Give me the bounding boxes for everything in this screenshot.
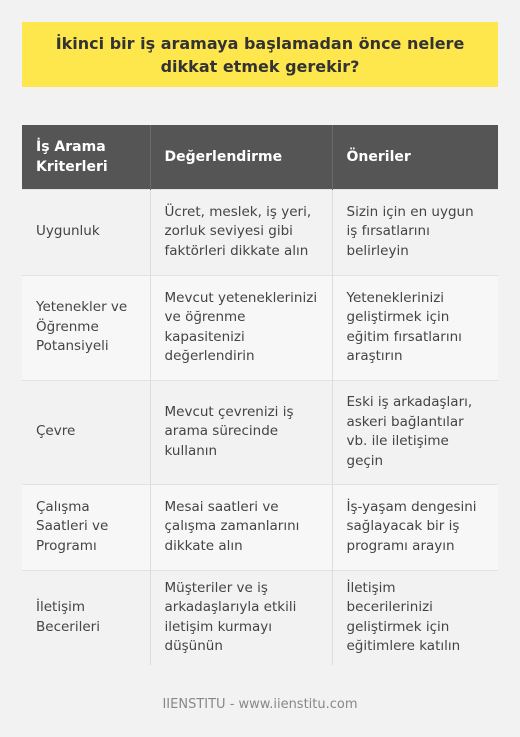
table-row [22, 570, 498, 665]
column-header-suggestions: Öneriler [332, 125, 498, 189]
column-header-criteria: İş Arama Kriterleri [22, 125, 150, 189]
criteria-cell: Çevre [22, 380, 150, 484]
evaluation-cell: Ücret, meslek, iş yeri, zorluk seviyesi gibi faktörleri dikkate alın [150, 189, 332, 275]
suggestion-cell: Eski iş arkadaşları, askeri bağlantılar vb. ile iletişime geçin [332, 380, 498, 484]
table-header-row [22, 125, 498, 189]
criteria-cell: Yetenekler ve Öğrenme Potansiyeli [22, 275, 150, 380]
suggestion-cell: Yeteneklerinizi geliştirmek için eğitim fırsatlarını araştırın [332, 275, 498, 380]
criteria-cell: Çalışma Saatleri ve Programı [22, 484, 150, 570]
column-header-evaluation: Değerlendirme [150, 125, 332, 189]
table-row [22, 380, 498, 484]
criteria-cell: İletişim Becerileri [22, 570, 150, 665]
suggestion-cell: Sizin için en uygun iş fırsatlarını belirleyin [332, 189, 498, 275]
evaluation-cell: Mesai saatleri ve çalışma zamanlarını dikkate alın [150, 484, 332, 570]
evaluation-cell: Müşteriler ve iş arkadaşlarıyla etkili iletişim kurmayı düşünün [150, 570, 332, 665]
criteria-table [22, 125, 498, 665]
table-row [22, 484, 498, 570]
page-title: İkinci bir iş aramaya başlamadan önce nelere dikkat etmek gerekir? [55, 33, 465, 76]
evaluation-cell: Mevcut çevrenizi iş arama sürecinde kullanın [150, 380, 332, 484]
table-row [22, 189, 498, 275]
criteria-cell: Uygunluk [22, 189, 150, 275]
footer-credit: IIENSTITU - www.iienstitu.com [162, 697, 358, 712]
title-banner [22, 22, 498, 87]
suggestion-cell: İş-yaşam dengesini sağlayacak bir iş programı arayın [332, 484, 498, 570]
suggestion-cell: İletişim becerilerinizi geliştirmek için eğitimlere katılın [332, 570, 498, 665]
table-row [22, 275, 498, 380]
evaluation-cell: Mevcut yeteneklerinizi ve öğrenme kapasitenizi değerlendirin [150, 275, 332, 380]
